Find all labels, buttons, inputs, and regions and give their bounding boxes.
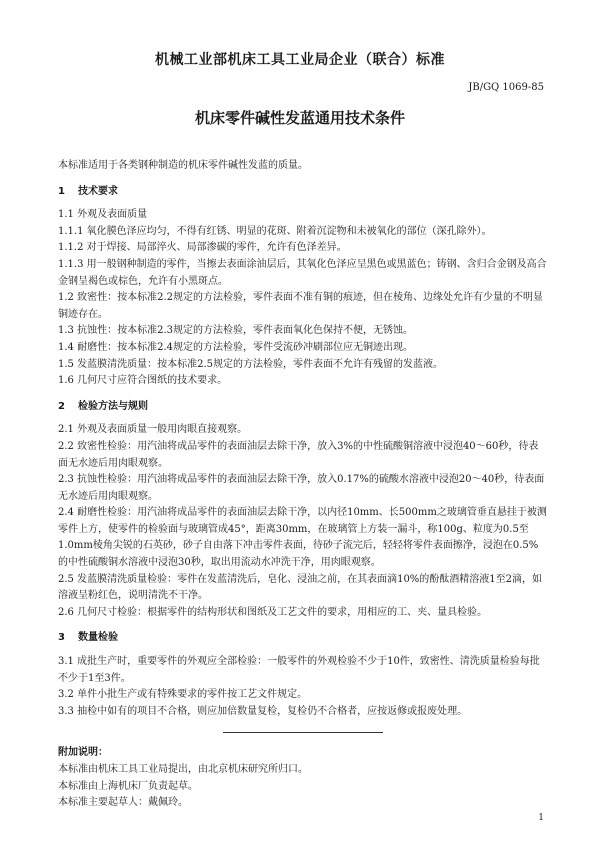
clause-paragraph: 2.5 发蓝膜清洗质量检验：零件在发蓝清洗后，皂化、浸油之前，在其表面滴10%的酚酞酒精溶液1至2滴，如溶液呈粉红色，说明清洗不干净。 — [58, 573, 543, 602]
clause-paragraph: 1.4 耐磨性：按本标准2.4规定的方法检验，零件受流砂冲刷部位应无铜迹出现。 — [58, 341, 413, 353]
clause-paragraph: 1.1.1 氧化膜色泽应均匀，不得有红锈、明显的花斑、附着沉淀物和未被氧化的部位（深孔除外）。 — [58, 225, 492, 237]
section-number: 2 — [58, 400, 65, 412]
clause-paragraph: 2.3 抗蚀性检验：用汽油将成品零件的表面油层去除干净，放入0.17%的硫酸水溶液中浸泡20～40秒，待表面无水迹后用肉眼观察。 — [58, 474, 545, 502]
clause-paragraph: 1.2 致密性：按本标准2.2规定的方法检验，零件表面不准有铜的痕迹，但在棱角、边缘处允许有少量的不明显铜迹存在。 — [58, 292, 543, 320]
standard-organization: 机械工业部机床工具工业局企业（联合）标准 — [155, 52, 445, 68]
clause-paragraph: 2.2 致密性检验：用汽油将成品零件的表面油层去除干净，放入3%的中性硫酸铜溶液中浸泡40～60秒，待表面无水迹后用肉眼观察。 — [58, 440, 539, 469]
section-number: 1 — [58, 185, 65, 197]
clause-paragraph: 1.1.3 用一般钢种制造的零件，当擦去表面涂油层后，其氧化色泽应呈黑色或黑蓝色；铸钢、含归合金钢及高合金钢呈褐色或棕色，允许有小黑斑点。 — [58, 258, 547, 287]
document-title: 机床零件碱性发蓝通用技术条件 — [194, 109, 405, 127]
clause-paragraph: 1.6 几何尺寸应符合图纸的技术要求。 — [58, 375, 228, 387]
clause-paragraph: 2.1 外观及表面质量一般用肉眼直接观察。 — [58, 424, 248, 436]
page-number: 1 — [538, 813, 544, 824]
section-heading — [58, 399, 548, 416]
clause-paragraph: 2.4 耐磨性检验：用汽油将成品零件的表面油层去除干净，以内径10mm、长500mm之玻璃管垂直悬挂于被测零件上方，使零件的检验面与玻璃管成45°，距离30mm，在玻璃管上方装一漏斗，称100g、粒度为0.5至1.0mm棱角尖锐的石英砂，砂子自由落下冲击零件表面，待砂子流完后，轻轻将零件表面擦净，浸泡在0.5%的中性硫酸铜水溶液中浸泡30秒，取出用流动水冲洗干净，用肉眼观察。 — [58, 507, 547, 569]
note-line: 本标准主要起草人：戴佩玲。 — [58, 797, 188, 809]
section-heading — [58, 184, 548, 201]
section-title: 技术要求 — [78, 185, 118, 197]
separator-rule — [223, 732, 383, 733]
note-line: 本标准由机床工具工业局提出，由北京机床研究所归口。 — [58, 764, 308, 775]
notes-heading: 附加说明： — [58, 747, 108, 759]
note-line: 本标准由上海机床厂负责起草。 — [58, 780, 198, 792]
clause-paragraph: 2.6 几何尺寸检验：根据零件的结构形状和图纸及工艺文件的要求，用相应的工、夹、量具检验。 — [58, 606, 488, 618]
standard-code: JB/GQ 1069-85 — [468, 82, 544, 93]
section-number: 3 — [58, 632, 65, 644]
section-title: 数量检验 — [78, 632, 118, 644]
section-title: 检验方法与规则 — [78, 400, 148, 412]
clause-paragraph: 3.1 成批生产时，重要零件的外观应全部检验：一般零件的外观检验不少于10件，致密性、清洗质量检验每批不少于1至3件。 — [58, 656, 540, 684]
clause-paragraph: 1.5 发蓝膜清洗质量：按本标准2.5规定的方法检验，零件表面不允许有残留的发蓝液。 — [58, 358, 443, 370]
clause-paragraph: 1.3 抗蚀性：按本标准2.3规定的方法检验，零件表面氧化色保持不便，无锈蚀。 — [58, 325, 413, 337]
section-heading — [58, 630, 548, 647]
intro-paragraph: 本标准适用于各类钢种制造的机床零件碱性发蓝的质量。 — [58, 160, 308, 171]
clause-paragraph: 3.3 抽检中如有的项目不合格，则应加倍数量复检，复检仍不合格者，应按返修或报废处理。 — [58, 705, 468, 717]
clause-paragraph: 1.1 外观及表面质量 — [58, 209, 148, 221]
document-body — [58, 158, 548, 812]
clause-paragraph: 3.2 单件小批生产或有特殊要求的零件按工艺文件规定。 — [58, 689, 308, 701]
clause-paragraph: 1.1.2 对于焊接、局部淬火、局部渗碳的零件，允许有色泽差异。 — [58, 242, 347, 254]
